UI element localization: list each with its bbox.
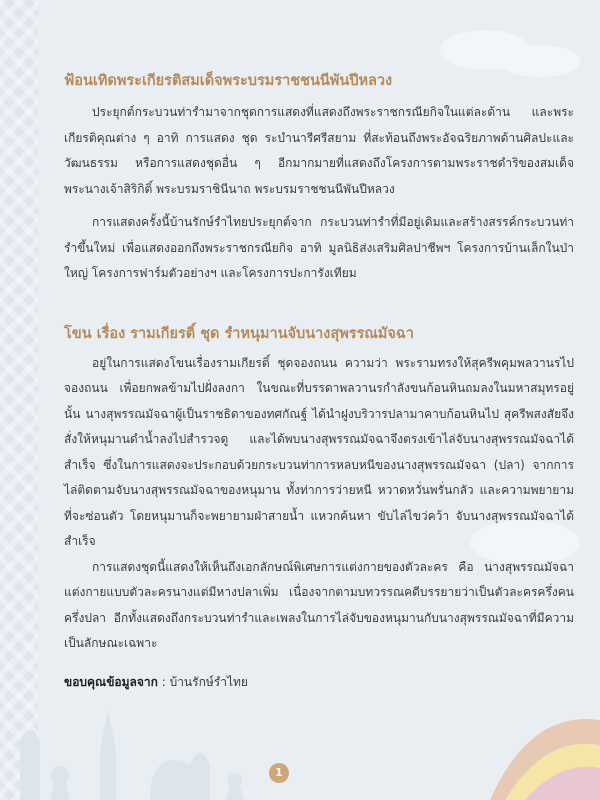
section-title: โขน เรื่อง รามเกียรติ์ ชุด รำหนุมานจับนางสุพรรณมัจฉา (64, 325, 414, 342)
credit-source: บ้านรักษ์รำไทย (169, 674, 248, 689)
section-khon-ramakien (64, 323, 574, 657)
paragraph: ประยุกต์กระบวนท่ารำมาจากชุดการแสดงที่แสดงถึงพระราชกรณียกิจในแต่ละด้าน และพระเกียรติคุณต่าง ๆ อาทิ การแสดง ชุด ระบำนารีศรีสยาม ที่สะท้อนถึงพระอัจฉริยภาพด้านศิลปะและวัฒนธรรม หรือการแสดงชุดอื่น ๆ อีกมากมายที่แสดงถึงโครงการตามพระราชดำริของสมเด็จพระนางเจ้าสิริกิติ์ พระบรมราชินีนาถ พระบรมราชชนนีพันปีหลวง (64, 105, 574, 196)
decorative-corner-wave (490, 690, 600, 800)
source-credit (64, 671, 574, 693)
credit-separator: : (157, 674, 170, 689)
page-number: 1 (269, 763, 289, 783)
credit-label: ขอบคุณข้อมูลจาก (64, 674, 158, 689)
section-title: ฟ้อนเทิดพระเกียรติสมเด็จพระบรมราชชนนีพันปีหลวง (64, 73, 393, 89)
paragraph: การแสดงชุดนี้แสดงให้เห็นถึงเอกลักษณ์พิเศษการแต่งกายของตัวละคร คือ นางสุพรรณมัจฉาแต่งกายแบบตัวละครนางแต่มีหางปลาเพิ่ม เนื่องจากตามบทวรรณคดีบรรยายว่าเป็นตัวละครครึ่งคนครึ่งปลา อีกทั้งแสดงถึงกระบวนท่ารำและเพลงในการไล่จับของหนุมานกับนางสุพรรณมัจฉาที่มีความเป็นลักษณะเฉพาะ (64, 559, 574, 650)
paragraph: อยู่ในการแสดงโขนเรื่องรามเกียรติ์ ชุดจองถนน ความว่า พระรามทรงให้สุครีพคุมพลวานรไปจองถนน เพื่อยกพลข้ามไปฝั่งลงกา ในขณะที่บรรดาพลวานรกำลังขนก้อนหินถมลงในมหาสมุทรอยู่นั้น นางสุพรรณมัจฉาผู้เป็นราชธิดาของทศกัณฐ์ ได้นำฝูงบริวารปลามาคาบก้อนหินไป สุครีพสงสัยจึงสั่งให้หนุมานดำน้ำลงไปสำรวจดู และได้พบนางสุพรรณมัจฉาจึงตรงเข้าไล่จับนางสุพรรณมัจฉาได้สำเร็จ ซึ่งในการแสดงจะประกอบด้วยกระบวนท่าการหลบหนีของนางสุพรรณมัจฉา (ปลา) จากการไล่ติดตามจับนางสุพรรณมัจฉาของหนุมาน ทั้งท่าการว่ายหนี หวาดหวั่นพรั่นกลัว และความพยายามที่จะซ่อนตัว โดยหนุมานก็จะพยายามฝ่าสายน้ำ แหวกค้นหา ขับไล่ไขว่คว้า จับนางสุพรรณมัจฉาได้สำเร็จ (64, 355, 574, 548)
paragraph: การแสดงครั้งนี้บ้านรักษ์รำไทยประยุกต์จาก กระบวนท่ารำที่มีอยู่เดิมและสร้างสรรค์กระบวนท่ารำขึ้นใหม่ เพื่อแสดงออกถึงพระราชกรณียกิจ อาทิ มูลนิธิส่งเสริมศิลปาชีพฯ โครงการบ้านเล็กในป่าใหญ่ โครงการฟาร์มตัวอย่างฯ และโครงการปะการังเทียม (64, 215, 574, 280)
decorative-silhouette-illustration (0, 680, 280, 800)
section-fon-tert-phra-kiat (64, 70, 574, 287)
document-content (64, 70, 574, 693)
